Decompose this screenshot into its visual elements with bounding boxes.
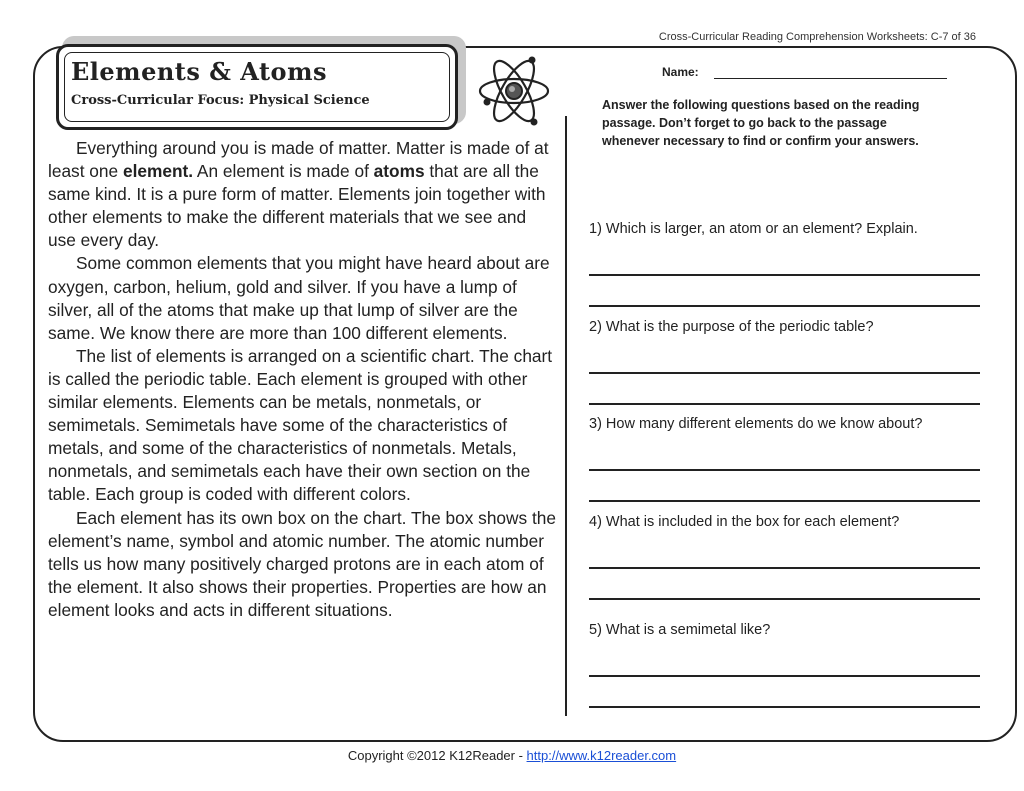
question-3: 3) How many different elements do we know about? [589,416,923,432]
worksheet-reference: Cross-Curricular Reading Comprehension Worksheets: C-7 of 36 [658,31,976,43]
name-field[interactable] [714,78,947,79]
answer-line-5a[interactable] [589,675,980,677]
instructions: Answer the following questions based on the reading passage. Don’t forget to go back to the passage whenever necessary to find or confirm your answers. [602,98,920,148]
passage-paragraph-4: Each element has its own box on the chart. The box shows the element’s name, symbol and atomic number. The atomic number tells us how many positively charged protons are in each atom of the element. It also shows their properties. Properties are how an element looks and acts in different situations. [48,507,556,620]
reading-passage [48,137,558,622]
worksheet-subtitle: Cross-Curricular Focus: Physical Science [71,93,370,108]
question-1: 1) Which is larger, an atom or an element? Explain. [589,221,918,237]
column-divider [565,116,567,716]
answer-line-3a[interactable] [589,469,980,471]
atom-icon [474,52,554,130]
answer-line-4b[interactable] [589,598,980,600]
answer-line-4a[interactable] [589,567,980,569]
passage-paragraph-1: Everything around you is made of matter. Matter is made of at least one element. An element is made of atoms that are all the same kind. It is a pure form of matter. Elements join together with other elements to make the different materials that we see and use every day. [48,138,549,251]
passage-paragraph-2: Some common elements that you might have heard about are oxygen, carbon, helium, gold and silver. If you have a lump of silver, all of the atoms that make up that lump of silver are the same. We know there are more than 100 different elements. [48,253,550,343]
question-5: 5) What is a semimetal like? [589,622,771,638]
footer [0,748,1024,763]
answer-line-2a[interactable] [589,372,980,374]
answer-line-2b[interactable] [589,403,980,405]
answer-line-1b[interactable] [589,305,980,307]
worksheet-title: Elements & Atoms [71,57,327,86]
website-link[interactable]: http://www.k12reader.com [526,748,677,763]
answer-line-1a[interactable] [589,274,980,276]
question-2: 2) What is the purpose of the periodic table? [589,319,874,335]
answer-line-5b[interactable] [589,706,980,708]
title-box [56,44,458,130]
copyright-text: Copyright ©2012 K12Reader - [347,748,527,763]
name-label: Name: [662,65,699,79]
question-4: 4) What is included in the box for each element? [589,514,900,530]
passage-paragraph-3: The list of elements is arranged on a scientific chart. The chart is called the periodic table. Each element is grouped with other similar elements. Elements can be metals, nonmetals, or semimetals. Semimetals have some of the characteristics of metals, and some of the characteristics of nonmetals. Metals, nonmetals, and semimetals each have their own section on the table. Each group is coded with different colors. [48,345,553,505]
answer-line-3b[interactable] [589,500,980,502]
